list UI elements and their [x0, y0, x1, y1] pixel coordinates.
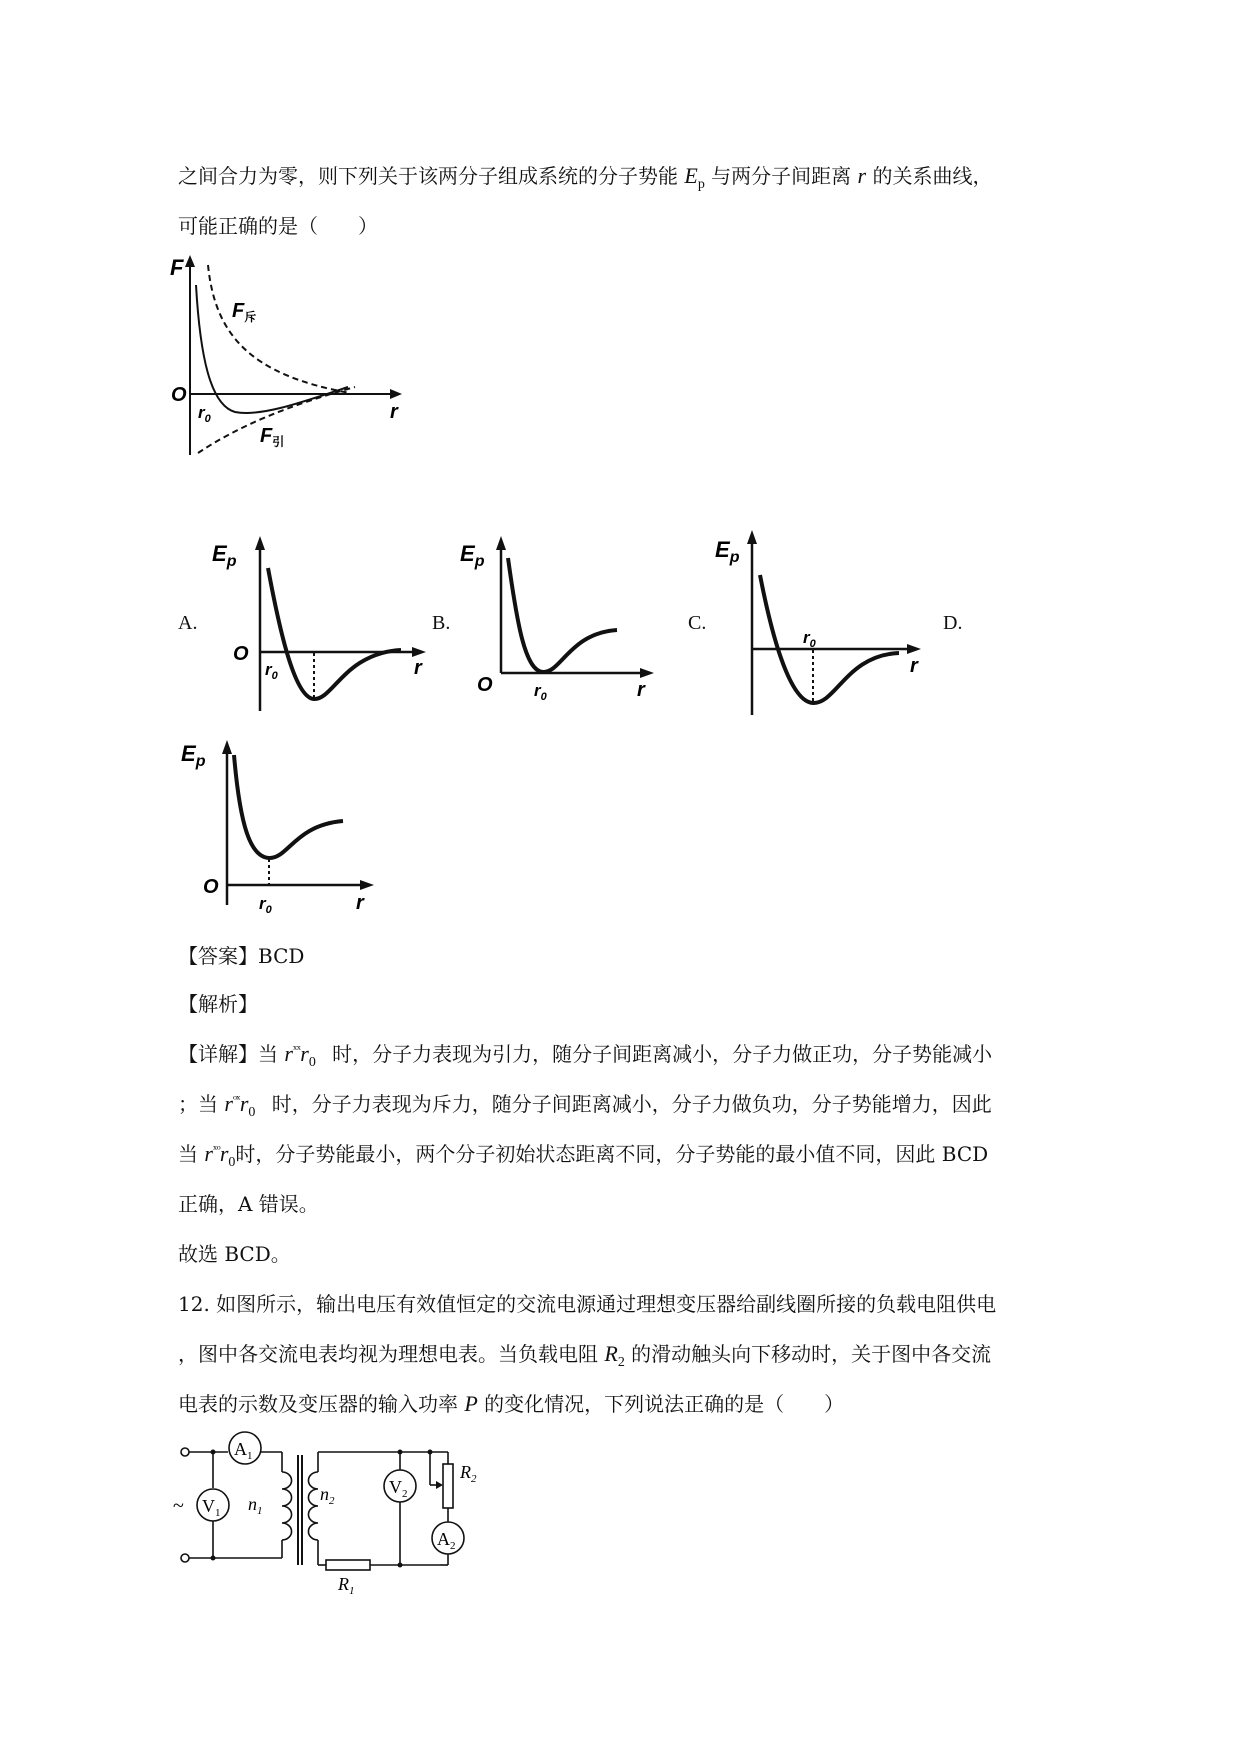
- n1-label: [248, 1494, 263, 1517]
- detail-line1: [178, 1038, 992, 1071]
- r0-symbol: [300, 1041, 316, 1070]
- graph-c-x-label: r: [910, 655, 918, 677]
- graph-d-r0-r: r: [259, 894, 266, 913]
- r-symbol: r: [204, 1141, 213, 1166]
- ac-symbol: ~: [173, 1495, 184, 1517]
- graph-a-r0: [265, 660, 279, 682]
- r0-r: r: [300, 1041, 309, 1066]
- analysis-heading: 【解析】: [178, 992, 258, 1016]
- f-att-F: F: [260, 425, 273, 447]
- r0-symbol: [219, 1141, 236, 1170]
- graph-b-y-arrow: [496, 536, 506, 550]
- graph-a-E: E: [212, 541, 227, 566]
- intro-text: 的关系曲线，: [872, 164, 993, 188]
- n2-label: [320, 1484, 335, 1507]
- terminal-top: [181, 1448, 189, 1456]
- q12-text: 的变化情况，下列说法正确的是（ ）: [484, 1392, 845, 1416]
- graph-a-x-label: r: [414, 657, 422, 679]
- conclusion-line: 故选 BCD。: [178, 1242, 291, 1266]
- graph-b-x-label: r: [637, 679, 645, 701]
- graph-c-ep: [715, 537, 740, 566]
- r1-R: R: [338, 1574, 349, 1594]
- r1-sub: 1: [349, 1585, 355, 1597]
- terminal-bottom: [181, 1554, 189, 1562]
- r0-symbol: [239, 1091, 256, 1120]
- graph-b-curve: [508, 558, 617, 672]
- f-rep-F: F: [232, 300, 245, 322]
- graph-d-origin: O: [203, 876, 219, 898]
- force-r0-r: r: [198, 403, 205, 422]
- detail-text: 当: [178, 1142, 198, 1166]
- n1-n: n: [248, 1494, 257, 1514]
- graph-d-E: E: [181, 741, 196, 766]
- p-symbol: P: [464, 1391, 478, 1416]
- n1-sub: 1: [257, 1505, 263, 1517]
- force-r0-sub: 0: [204, 413, 211, 425]
- r0-sub: 0: [308, 1055, 316, 1070]
- detail-label: 【详解】当: [178, 1042, 278, 1066]
- graph-a-r0-r: r: [265, 660, 272, 679]
- option-d-label: D.: [943, 612, 963, 634]
- question-intro-line1: [178, 160, 992, 193]
- detail-line3: [178, 1138, 988, 1171]
- intro-text: 之间合力为零，则下列关于该两分子组成系统的分子势能: [178, 164, 678, 188]
- graph-b-r0-r: r: [534, 681, 541, 700]
- force-graph: [170, 255, 410, 475]
- n2-sub: 2: [329, 1495, 335, 1507]
- ep-symbol: [684, 163, 705, 192]
- graph-d-p: p: [195, 753, 206, 770]
- option-b-label: B.: [432, 612, 451, 634]
- graph-a-curve: [268, 568, 401, 699]
- graph-d: [175, 735, 390, 915]
- rheostat-r2: [443, 1464, 453, 1508]
- graph-a: [205, 533, 435, 713]
- graph-b: [455, 533, 665, 713]
- r0-sub: 0: [248, 1105, 256, 1120]
- r2-symbol: [604, 1341, 625, 1370]
- primary-coil: [282, 1472, 292, 1540]
- ep-sub: p: [697, 177, 705, 192]
- q12-text: 的滑动触头向下移动时，关于图中各交流: [631, 1342, 992, 1366]
- option-c-label: C.: [688, 612, 707, 634]
- r2-label: [459, 1462, 477, 1485]
- option-a-label: A.: [178, 612, 198, 634]
- compare-symbol: ᵒˣ: [232, 1093, 240, 1106]
- force-y-label: F: [170, 255, 184, 280]
- graph-d-x-arrow: [360, 880, 374, 890]
- graph-b-r0-sub: 0: [540, 691, 547, 703]
- compare-symbol: ˣᵒ: [212, 1143, 220, 1156]
- graph-c-curve: [760, 575, 899, 703]
- r2-R: R: [460, 1462, 471, 1482]
- a1-A: A: [234, 1439, 247, 1459]
- r0-r: r: [219, 1141, 229, 1166]
- graph-a-origin: O: [233, 643, 249, 665]
- graph-d-r0: [259, 894, 273, 915]
- graph-b-ep: [460, 541, 485, 570]
- graph-c-E: E: [715, 537, 730, 562]
- f-repulsive-label: [232, 300, 256, 324]
- graph-a-ep: [212, 541, 237, 570]
- graph-a-p: p: [226, 553, 237, 570]
- repulsive-curve: [208, 265, 350, 393]
- graph-d-curve: [234, 755, 343, 858]
- graph-c-r0-sub: 0: [809, 638, 816, 650]
- graph-c-p: p: [729, 549, 740, 566]
- graph-a-x-arrow: [412, 647, 426, 657]
- detail-line4: 正确，A 错误。: [178, 1192, 319, 1216]
- graph-c-r0: [803, 628, 817, 650]
- force-r0: [198, 403, 212, 425]
- junction: [398, 1563, 403, 1568]
- compare-symbol: ˣˣ: [292, 1043, 301, 1056]
- resistor-r1: [326, 1560, 370, 1570]
- a2-sub: 2: [450, 1540, 456, 1552]
- answer-line: 【答案】BCD: [178, 944, 305, 968]
- r-symbol: r: [857, 163, 867, 188]
- graph-d-x-label: r: [356, 892, 364, 914]
- force-x-label: r: [390, 401, 398, 423]
- graph-d-r0-sub: 0: [265, 904, 272, 915]
- v1-V: V: [202, 1496, 215, 1516]
- force-y-arrow: [185, 255, 195, 267]
- ep-E: E: [684, 163, 698, 188]
- graph-b-x-arrow: [640, 668, 654, 678]
- f-rep-sub: 斥: [244, 310, 257, 324]
- graph-c-x-arrow: [907, 644, 921, 654]
- graph-a-r0-sub: 0: [271, 670, 278, 682]
- graph-b-E: E: [460, 541, 475, 566]
- force-x-arrow: [390, 389, 402, 399]
- q12-text: 电表的示数及变压器的输入功率: [178, 1392, 458, 1416]
- v2-sub: 2: [402, 1488, 408, 1500]
- f-attractive-label: [260, 425, 284, 449]
- graph-b-r0: [534, 681, 548, 703]
- detail-text: 时，分子力表现为引力，随分子间距离减小，分子力做正功，分子势能减小: [332, 1042, 993, 1066]
- r0-sub: 0: [228, 1155, 236, 1170]
- q12-line1: 12. 如图所示，输出电压有效值恒定的交流电源通过理想变压器给副线圈所接的负载电阻供电: [178, 1292, 997, 1316]
- graph-b-p: p: [474, 553, 485, 570]
- detail-text: 时，分子力表现为斥力，随分子间距离减小，分子力做负功，分子势能增力，因此: [271, 1092, 992, 1116]
- n2-n: n: [320, 1484, 329, 1504]
- q12-line3: [178, 1388, 844, 1417]
- q12-line2: [178, 1338, 991, 1371]
- secondary-coil: [308, 1472, 318, 1540]
- a1-sub: 1: [247, 1450, 253, 1462]
- detail-text: 时，分子势能最小，两个分子初始状态距离不同，分子势能的最小值不同，因此 BCD: [235, 1142, 989, 1166]
- r2-R: R: [604, 1341, 618, 1366]
- graph-b-origin: O: [477, 674, 493, 696]
- graph-c-r0-r: r: [803, 628, 810, 647]
- r2-sub: 2: [617, 1355, 625, 1370]
- r2-sub: 2: [471, 1473, 477, 1485]
- question-intro-line2: 可能正确的是（ ）: [178, 214, 378, 238]
- junction: [211, 1450, 216, 1455]
- f-att-sub: 引: [272, 435, 285, 449]
- a2-A: A: [437, 1529, 450, 1549]
- graph-d-y-arrow: [222, 740, 232, 754]
- graph-d-ep: [181, 741, 206, 770]
- circuit-diagram: [170, 1430, 480, 1600]
- junction: [211, 1556, 216, 1561]
- v2-V: V: [389, 1477, 402, 1497]
- q12-text: ，图中各交流电表均视为理想电表。当负载电阻: [178, 1342, 598, 1366]
- v1-sub: 1: [215, 1507, 221, 1519]
- slider-arrow: [436, 1481, 443, 1489]
- r-symbol: r: [284, 1041, 293, 1066]
- graph-a-y-arrow: [255, 536, 265, 550]
- graph-c: [712, 527, 932, 717]
- r1-label: [337, 1574, 355, 1597]
- r0-r: r: [239, 1091, 249, 1116]
- graph-c-y-arrow: [747, 530, 757, 544]
- detail-text: ；当: [178, 1092, 218, 1116]
- r-symbol: r: [224, 1091, 233, 1116]
- force-origin: O: [171, 384, 187, 406]
- detail-line2: [178, 1088, 992, 1121]
- intro-text: 与两分子间距离: [711, 164, 852, 188]
